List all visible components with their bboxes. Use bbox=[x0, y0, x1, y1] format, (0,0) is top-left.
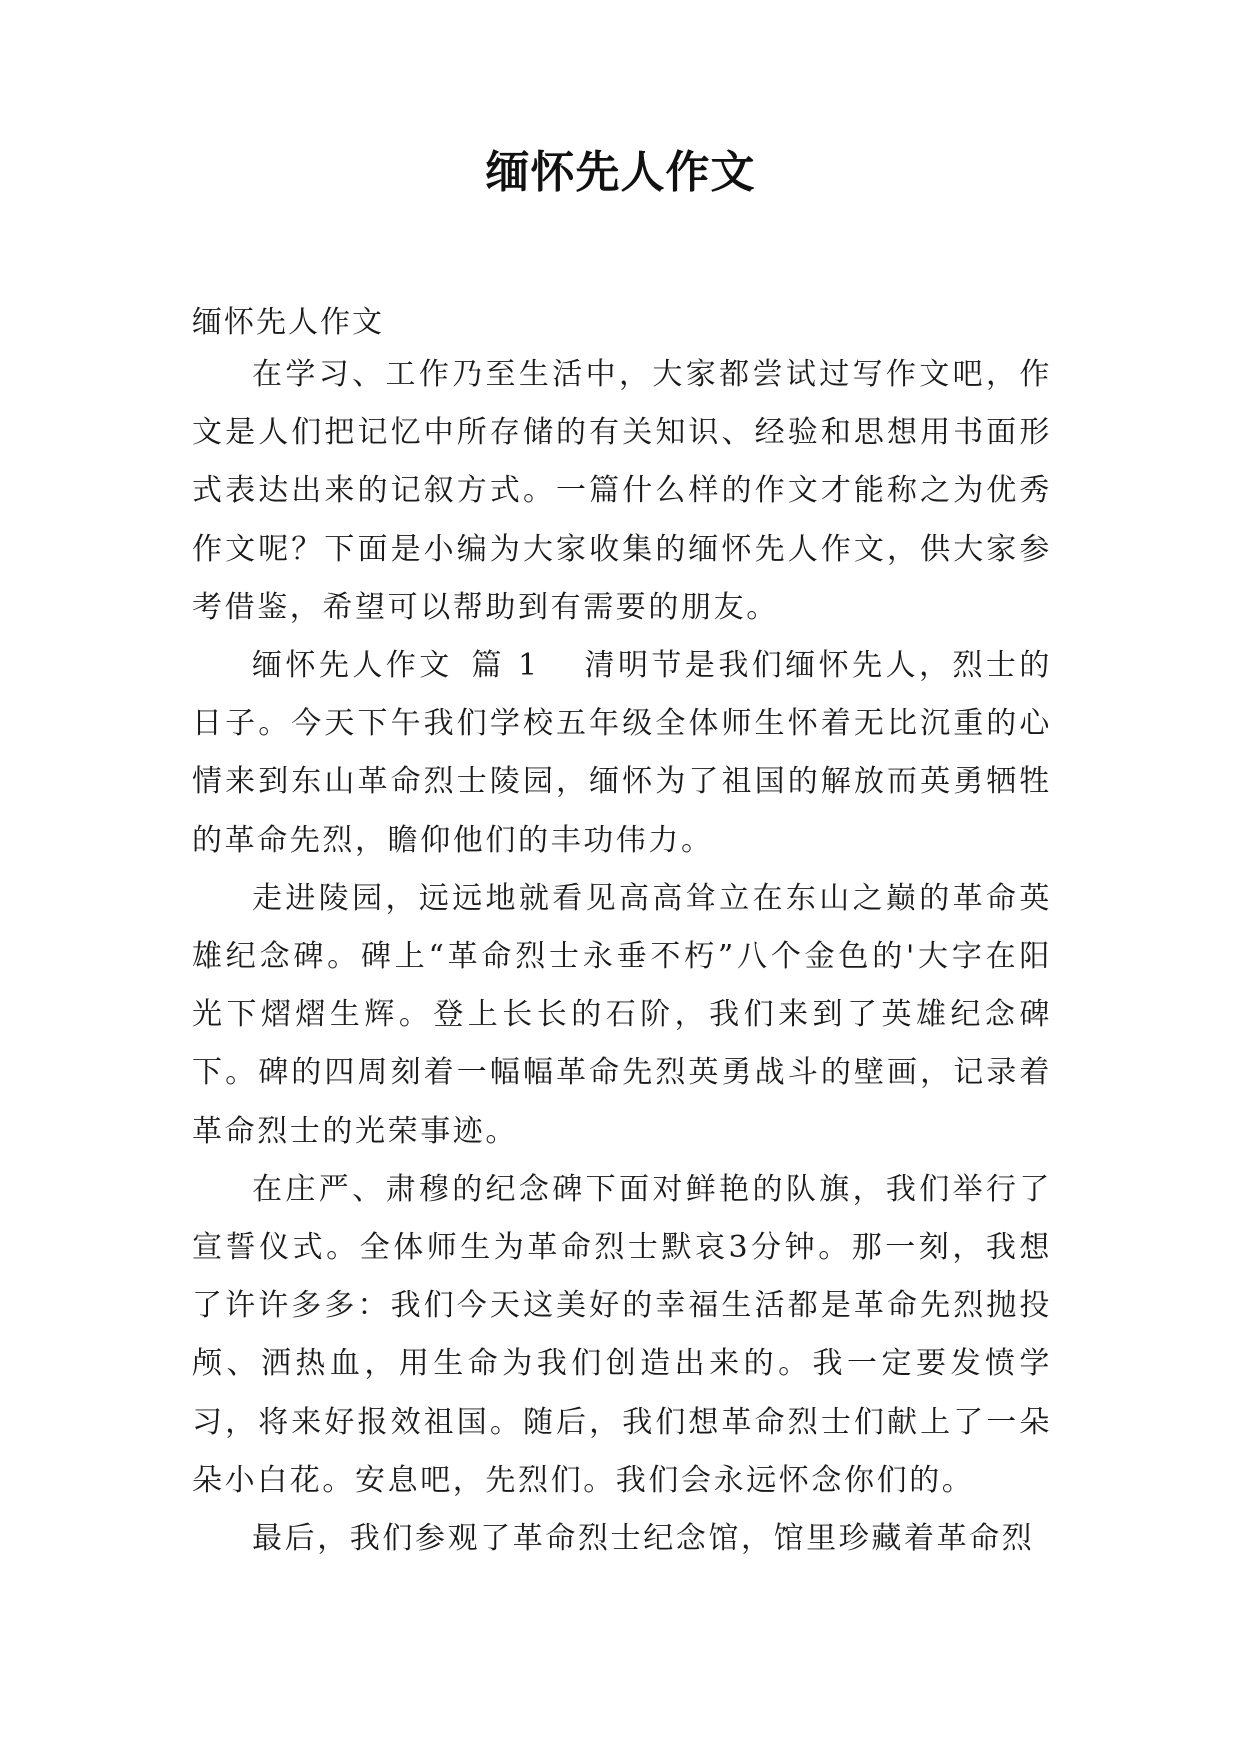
document-subtitle: 缅怀先人作文 bbox=[192, 305, 384, 340]
intro-paragraph: 在学习、工作乃至生活中，大家都尝试过写作文吧，作文是人们把记忆中所存储的有关知识、经验和思想用书面形式表达出来的记叙方式。一篇什么样的作文才能称之为优秀作文呢？下面是小编为大家收集的缅怀先人作文，供大家参考借鉴，希望可以帮助到有需要的朋友。 bbox=[192, 357, 1052, 625]
document-title: 缅怀先人作文 bbox=[485, 147, 756, 198]
paragraph-memorial: 走进陵园，远远地就看见高高耸立在东山之巅的革命英雄纪念碑。碑上“革命烈士永垂不朽”八个金色的'大字在阳光下熠熠生辉。登上长长的石阶，我们来到了英雄纪念碑下。碑的四周刻着一幅幅革命先烈英勇战斗的壁画，记录着革命烈士的光荣事迹。 bbox=[192, 880, 1052, 1149]
section-text: 清明节是我们缅怀先人，烈士的日子。今天下午我们学校五年级全体师生怀着无比沉重的心情来到东山革命烈士陵园，缅怀为了祖国的解放而英勇牺牲的革命先烈，瞻仰他们的丰功伟力。 bbox=[192, 648, 1052, 858]
section-label: 篇 1 bbox=[470, 648, 540, 684]
paragraph-ceremony: 在庄严、肃穆的纪念碑下面对鲜艳的队旗，我们举行了宣誓仪式。全体师生为革命烈士默哀3分钟。那一刻，我想了许许多多：我们今天这美好的幸福生活都是革命先烈抛投颅、洒热血，用生命为我们创造出来的。我一定要发愤学习，将来好报效祖国。随后，我们想革命烈士们献上了一朵朵小白花。安息吧，先烈们。我们会永远怀念你们的。 bbox=[192, 1171, 1052, 1498]
paragraph-museum: 最后，我们参观了革命烈士纪念馆，馆里珍藏着革命烈 bbox=[252, 1521, 1035, 1557]
section-heading: 缅怀先人作文 bbox=[252, 648, 453, 684]
section-1-paragraph bbox=[192, 637, 1052, 870]
document-body bbox=[192, 293, 1052, 1568]
